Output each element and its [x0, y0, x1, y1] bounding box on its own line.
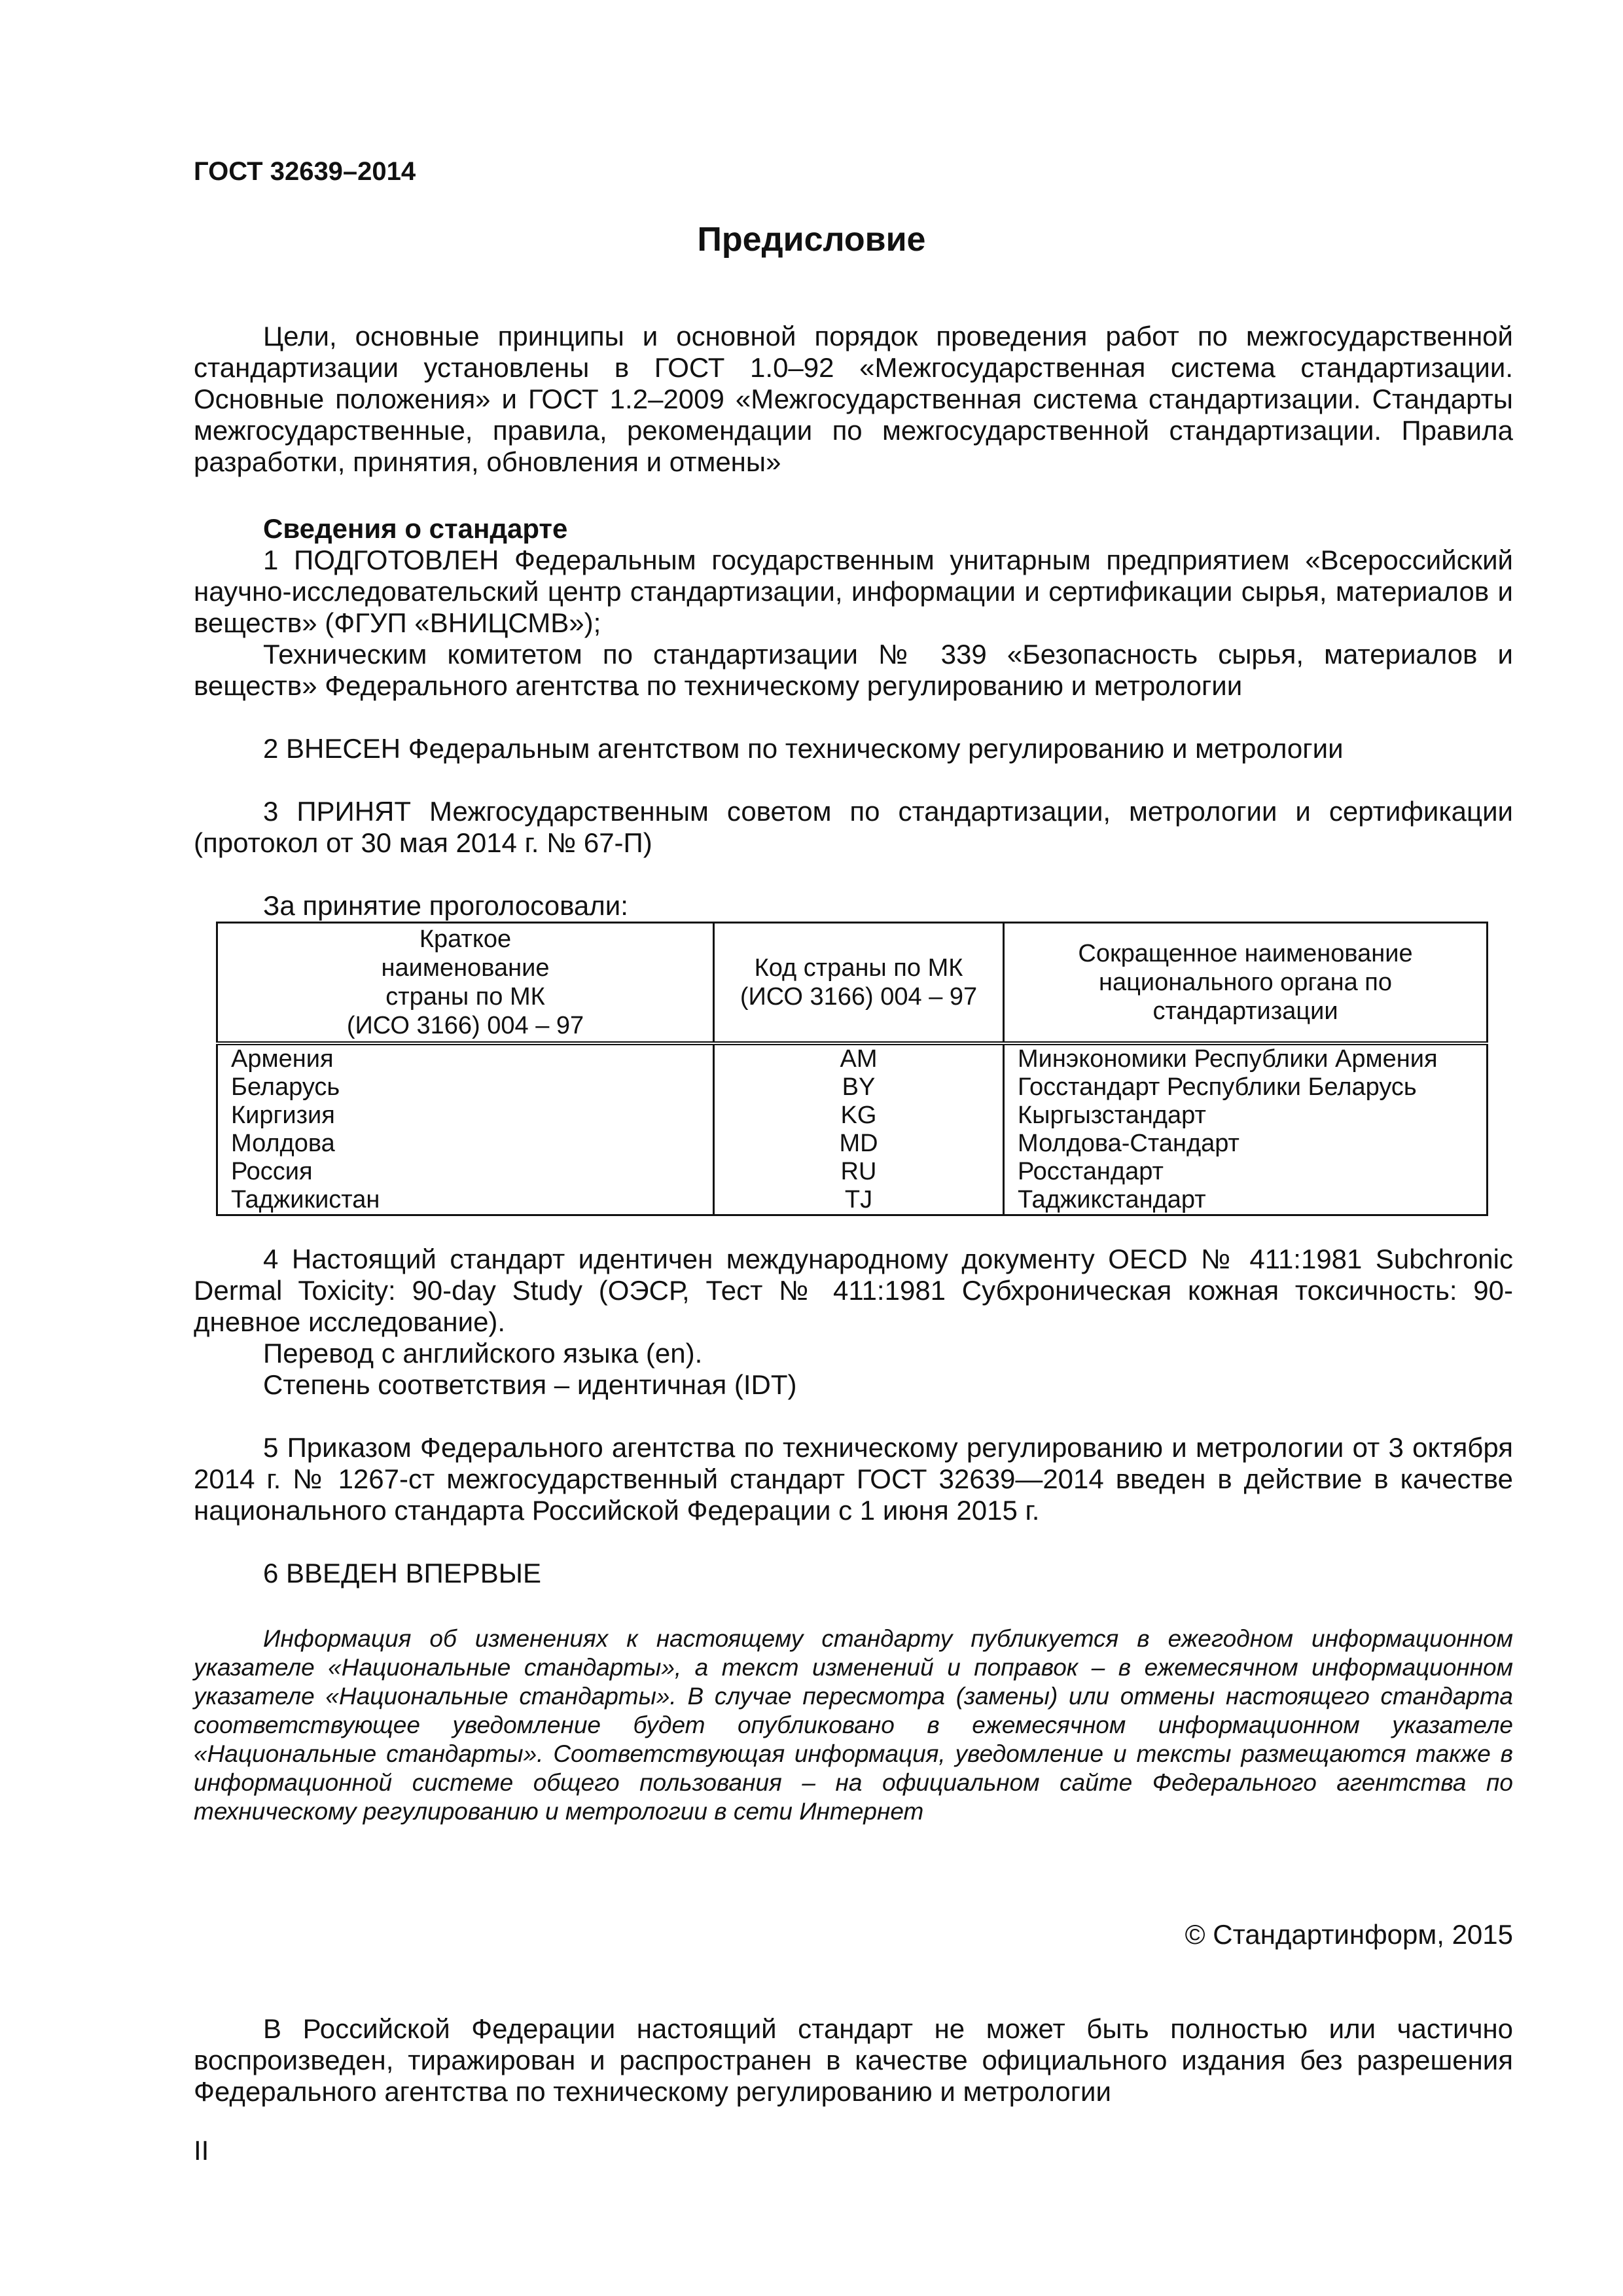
item-6: 6 ВВЕДЕН ВПЕРВЫЕ: [263, 1558, 541, 1588]
header-body: Сокращенное наименование национального органа по стандартизации: [1004, 923, 1488, 1044]
item-2: 2 ВНЕСЕН Федеральным агентством по техническому регулированию и метрологии: [263, 733, 1344, 764]
header-code: Код страны по МК (ИСО 3166) 004 – 97: [714, 923, 1004, 1044]
country-cell: Армения: [217, 1043, 714, 1073]
table-row: [217, 1158, 1488, 1186]
copyright: © Стандартинформ, 2015: [1185, 1919, 1513, 1950]
body-cell: Кыргызстандарт: [1004, 1102, 1488, 1130]
table-row: [217, 1073, 1488, 1102]
intro-paragraph: Цели, основные принципы и основной порядок проведения работ по межгосударственной стандартизации установлены в ГОСТ 1.0–92 «Межгосударственная система стандартизации. Основные положения» и ГОСТ 1.2–2009 «Межгосударственная система стандартизации. Стандарты межгосударственные, правила, рекомендации по межгосударственной стандартизации. Правила разработки, принятия, обновления и отмены»: [194, 321, 1513, 477]
body-cell: Госстандарт Республики Беларусь: [1004, 1073, 1488, 1102]
item-5: 5 Приказом Федерального агентства по техническому регулированию и метрологии от 3 октября 2014 г. № 1267-ст межгосударственный стандарт ГОСТ 32639—2014 введен в действие в качестве национального стандарта Российской Федерации с 1 июня 2015 г.: [194, 1432, 1513, 1526]
item-3: 3 ПРИНЯТ Межгосударственным советом по стандартизации, метрологии и сертификации (протокол от 30 мая 2014 г. № 67-П): [194, 796, 1513, 858]
code-cell: RU: [714, 1158, 1004, 1186]
page-number: II: [194, 2135, 209, 2166]
document-code: ГОСТ 32639–2014: [194, 157, 416, 186]
voting-table: [216, 922, 1488, 1216]
country-cell: Молдова: [217, 1130, 714, 1158]
header-country: Краткое наименование страны по МК (ИСО 3166) 004 – 97: [217, 923, 714, 1044]
body-cell: Росстандарт: [1004, 1158, 1488, 1186]
item-1: 1 ПОДГОТОВЛЕН Федеральным государственным унитарным предприятием «Всероссийский научно-исследовательский центр стандартизации, информации и сертификации сырья, материалов и веществ» (ФГУП «ВНИЦСМВ»);: [194, 545, 1513, 638]
country-cell: Беларусь: [217, 1073, 714, 1102]
body-cell: Молдова-Стандарт: [1004, 1130, 1488, 1158]
code-cell: KG: [714, 1102, 1004, 1130]
table-header-row: [217, 923, 1488, 1044]
country-cell: Киргизия: [217, 1102, 714, 1130]
table-row: [217, 1102, 1488, 1130]
code-cell: AM: [714, 1043, 1004, 1073]
item-1b: Техническим комитетом по стандартизации № 339 «Безопасность сырья, материалов и веществ» Федерального агентства по техническому регулированию и метрологии: [194, 639, 1513, 701]
changes-notice: Информация об изменениях к настоящему стандарту публикуется в ежегодном информационном указателе «Национальные стандарты», а текст изменений и поправок – в ежемесячном информационном указателе «Национальные стандарты». В случае пересмотра (замены) или отмены настоящего стандарта соответствующее уведомление будет опубликовано в ежемесячном информационном указателе «Национальные стандарты». Соответствующая информация, уведомление и тексты размещаются также в информационной системе общего пользования – на официальном сайте Федерального агентства по техническому регулированию и метрологии в сети Интернет: [194, 1625, 1513, 1825]
voted-label: За принятие проголосовали:: [263, 890, 628, 921]
body-cell: Минэкономики Республики Армения: [1004, 1043, 1488, 1073]
body-cell: Таджикстандарт: [1004, 1186, 1488, 1215]
item-4-degree: Степень соответствия – идентичная (IDT): [263, 1369, 797, 1400]
table-row: [217, 1130, 1488, 1158]
page-title: Предисловие: [697, 221, 926, 259]
code-cell: MD: [714, 1130, 1004, 1158]
rights-notice: В Российской Федерации настоящий стандарт не может быть полностью или частично воспроизведен, тиражирован и распространен в качестве официального издания без разрешения Федерального агентства по техническому регулированию и метрологии: [194, 2013, 1513, 2107]
table-row: [217, 1043, 1488, 1073]
code-cell: TJ: [714, 1186, 1004, 1215]
code-cell: BY: [714, 1073, 1004, 1102]
item-4-translation: Перевод с английского языка (en).: [263, 1338, 703, 1369]
country-cell: Таджикистан: [217, 1186, 714, 1215]
item-4: 4 Настоящий стандарт идентичен международному документу OECD № 411:1981 Subchronic Dermal Toxicity: 90-day Study (ОЭСР, Тест № 411:1981 Субхроническая кожная токсичность: 90-дневное исследование).: [194, 1244, 1513, 1337]
info-heading: Сведения о стандарте: [263, 513, 568, 544]
table-row: [217, 1186, 1488, 1215]
country-cell: Россия: [217, 1158, 714, 1186]
